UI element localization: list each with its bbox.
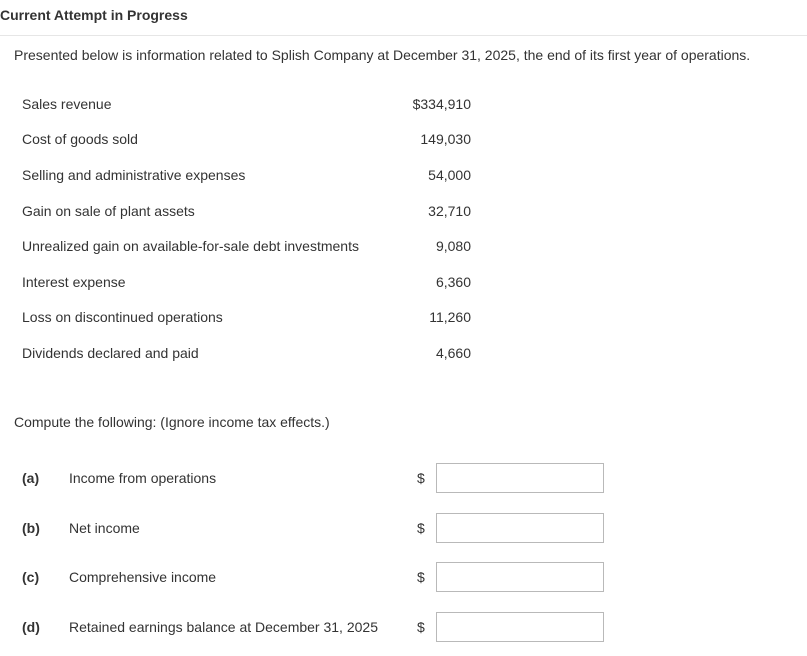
- question-label: Comprehensive income: [69, 569, 217, 585]
- net-income-input[interactable]: [436, 513, 604, 543]
- retained-earnings-input[interactable]: [436, 612, 604, 642]
- data-value: 4,660: [435, 345, 471, 361]
- data-row-gain-on-sale: [22, 203, 471, 221]
- data-label: Gain on sale of plant assets: [22, 203, 195, 219]
- currency-symbol: $: [417, 619, 425, 635]
- question-row-d: [0, 612, 807, 644]
- question-letter: (b): [22, 520, 40, 536]
- question-letter: (a): [22, 470, 40, 486]
- data-value: 9,080: [435, 238, 471, 254]
- currency-symbol: $: [417, 520, 425, 536]
- data-value: 149,030: [420, 131, 471, 147]
- data-value: 54,000: [428, 167, 471, 183]
- question-letter: (c): [22, 569, 40, 585]
- comprehensive-income-input[interactable]: [436, 562, 604, 592]
- page-title: Current Attempt in Progress: [0, 7, 188, 23]
- data-row-selling-admin-expenses: [22, 167, 471, 185]
- question-label: Income from operations: [69, 470, 217, 486]
- data-label: Selling and administrative expenses: [22, 167, 246, 183]
- data-label: Loss on discontinued operations: [22, 309, 223, 325]
- question-row-b: [0, 513, 807, 545]
- data-label: Interest expense: [22, 274, 126, 290]
- data-row-cost-of-goods-sold: [22, 131, 471, 149]
- data-label: Cost of goods sold: [22, 131, 138, 147]
- question-label: Net income: [69, 520, 140, 536]
- data-row-dividends: [22, 345, 471, 363]
- problem-intro: Presented below is information related to Splish Company at December 31, 2025, the end of its first year of operations.: [14, 47, 751, 63]
- header-bar: [0, 0, 807, 36]
- income-from-operations-input[interactable]: [436, 463, 604, 493]
- data-label: Sales revenue: [22, 96, 112, 112]
- data-row-unrealized-gain: [22, 238, 471, 256]
- data-value: 32,710: [428, 203, 471, 219]
- data-row-loss-discontinued: [22, 309, 471, 327]
- question-letter: (d): [22, 619, 40, 635]
- instruction-text: Compute the following: (Ignore income tax effects.): [14, 414, 330, 430]
- currency-symbol: $: [417, 569, 425, 585]
- data-value: 6,360: [435, 274, 471, 290]
- data-row-sales-revenue: [22, 96, 471, 114]
- data-value: $334,910: [412, 96, 471, 112]
- question-row-c: [0, 562, 807, 594]
- question-row-a: [0, 463, 807, 495]
- data-value: 11,260: [429, 309, 471, 325]
- data-row-interest-expense: [22, 274, 471, 292]
- data-label: Dividends declared and paid: [22, 345, 199, 361]
- data-label: Unrealized gain on available-for-sale debt investments: [22, 238, 359, 254]
- question-label: Retained earnings balance at December 31, 2025: [69, 619, 378, 635]
- currency-symbol: $: [417, 470, 425, 486]
